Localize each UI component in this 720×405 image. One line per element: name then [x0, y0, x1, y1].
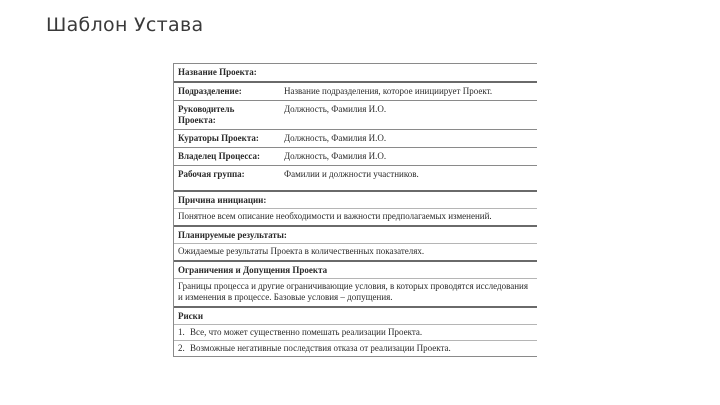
project-curators-value: Должность, Фамилия И.О. [284, 133, 387, 143]
risk-item-number: 1. [178, 327, 185, 337]
initiation-reason-text: Понятное всем описание необходимости и важности предполагаемых изменений. [178, 211, 492, 221]
initiation-reason-block [174, 192, 537, 227]
risks-heading: Риски [174, 308, 537, 325]
project-manager-label: Руководитель Проекта: [178, 104, 235, 125]
process-owner-label: Владелец Процесса: [178, 151, 260, 161]
risk-item-text: Возможные негативные последствия отказа от реализации Проекта. [190, 343, 451, 353]
work-group-value: Фамилии и должности участников. [284, 169, 419, 179]
risks-block [174, 308, 537, 356]
planned-results-block [174, 227, 537, 262]
planned-results-heading: Планируемые результаты: [174, 227, 537, 244]
project-manager-row [174, 101, 537, 130]
project-name-label: Название Проекта: [178, 67, 257, 77]
charter-template [173, 63, 537, 357]
project-curators-label: Кураторы Проекта: [178, 133, 259, 143]
constraints-block [174, 262, 537, 308]
slide-title: Шаблон Устава [46, 14, 204, 36]
risk-item-text: Все, что может существенно помешать реализации Проекта. [190, 327, 423, 337]
planned-results-text: Ожидаемые результаты Проекта в количественных показателях. [178, 246, 425, 256]
initiation-reason-heading: Причина инициации: [174, 192, 537, 209]
work-group-label: Рабочая группа: [178, 169, 245, 179]
constraints-heading: Ограничения и Допущения Проекта [174, 262, 537, 279]
department-label: Подразделение: [178, 86, 242, 96]
risk-item-number: 2. [178, 343, 185, 353]
process-owner-row [174, 148, 537, 166]
department-row [174, 83, 537, 101]
work-group-row [174, 166, 537, 192]
project-name-row [174, 64, 537, 83]
process-owner-value: Должность, Фамилия И.О. [284, 151, 387, 161]
project-curators-row [174, 130, 537, 148]
constraints-text: Границы процесса и другие ограничивающие условия, в которых проводятся исследования и изменения в процессе. Базовые условия – допущения. [178, 281, 528, 302]
risk-item [174, 340, 537, 356]
risk-item [174, 325, 537, 340]
department-value: Название подразделения, которое инициирует Проект. [284, 86, 493, 96]
project-manager-value: Должность, Фамилия И.О. [284, 104, 387, 114]
